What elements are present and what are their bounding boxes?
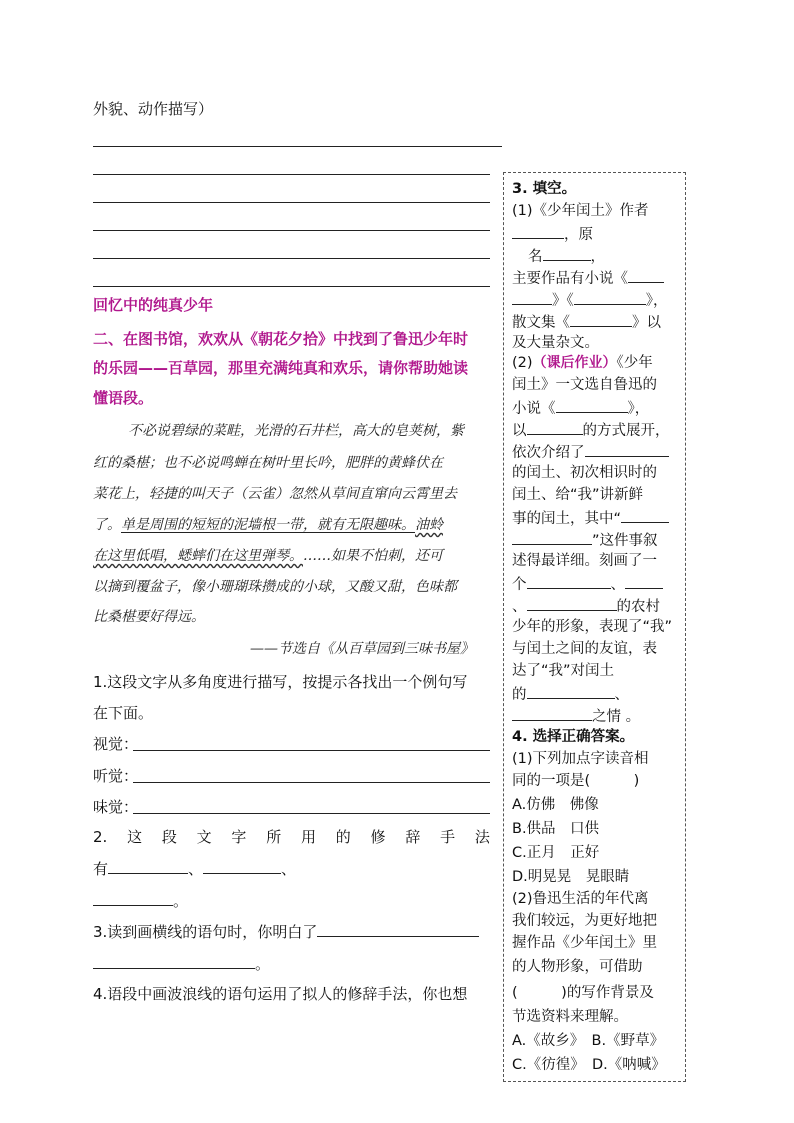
- q2-char: 字: [231, 828, 247, 846]
- s3-2-line-w: [512, 704, 640, 728]
- s3-text: 个: [512, 577, 527, 593]
- task-line-2: 的乐园——百草园，那里充满纯真和欢乐，请你帮助她读: [93, 359, 469, 377]
- q3-blank-2[interactable]: [93, 952, 255, 969]
- method-blank[interactable]: [527, 418, 583, 435]
- q3-text: 3.读到画横线的语句时，你明白了: [93, 923, 318, 941]
- wavy-sentence-part1: 油蛉: [415, 517, 443, 533]
- q2-text: 有: [93, 860, 109, 878]
- underlined-sentence: 单是周围的短短的泥墙根一带，就有无限趣味。: [121, 517, 415, 533]
- s3-text: 、: [610, 577, 625, 593]
- s3-text: 》《: [552, 293, 574, 309]
- s4-1-line-a: (1)下列加点字读音相: [512, 751, 649, 767]
- answer-line-3[interactable]: [93, 202, 490, 203]
- q2-blank-2[interactable]: [203, 857, 281, 874]
- s3-2-line-c: 闰土》一文选自鲁迅的: [512, 377, 657, 393]
- q2-line-1: [93, 826, 490, 848]
- q1-taste-label: 味觉：: [93, 798, 139, 816]
- s4-1-option-d[interactable]: D.明晃晃 晃眼睛: [512, 869, 630, 885]
- novel-blank-1b[interactable]: [512, 288, 552, 305]
- s3-text: 的农村: [616, 599, 660, 615]
- passage-line-3: 菜花上，轻捷的叫天子（云雀）忽然从草间直窜向云霄里去: [93, 486, 457, 502]
- q1-visual-answer[interactable]: [133, 750, 490, 751]
- q2-blank-3[interactable]: [93, 889, 173, 906]
- passage-text: ……如果不怕刺，还可: [303, 548, 443, 564]
- answer-line-6[interactable]: [93, 286, 490, 287]
- s4-1-option-b[interactable]: B.供品 口供: [512, 821, 600, 837]
- passage-line-1: 不必说碧绿的菜畦，光滑的石井栏，高大的皂荚树，紫: [128, 423, 464, 439]
- trait-blank-3[interactable]: [527, 594, 617, 611]
- s3-2-line-h: [512, 440, 669, 464]
- passage-line-7: 比桑椹要好得远。: [93, 609, 205, 625]
- s3-2-line-t: 达了“我”对闰土: [512, 663, 615, 679]
- s4-2-options-ab[interactable]: A.《故乡》 B.《野草》: [512, 1033, 665, 1049]
- q2-line-3: [93, 889, 188, 912]
- s3-2-line-r: 少年的形象，表现了“我”: [512, 619, 673, 635]
- homework-tag: （课后作业）: [532, 355, 617, 371]
- passage-source: ——节选自《从百草园到三味书屋》: [250, 641, 474, 657]
- s3-1-line-b: [512, 222, 593, 246]
- s3-2-line-l: [512, 528, 658, 552]
- s3-2-line-k: [512, 506, 669, 530]
- s3-2-line-d: [512, 396, 649, 420]
- s3-text: ，原: [564, 227, 593, 243]
- q2-char: 文: [196, 828, 212, 846]
- s3-2-line-m: 述得最详细。刻画了一: [512, 553, 657, 569]
- s3-2-line-f: [512, 418, 670, 442]
- passage-text: 了。: [93, 517, 121, 533]
- answer-line-4[interactable]: [93, 230, 490, 231]
- author-blank[interactable]: [512, 222, 564, 239]
- s3-text: 》，: [627, 401, 650, 417]
- s3-text: 》，: [645, 293, 668, 309]
- s3-text: ”这件事叙: [592, 533, 658, 549]
- q2-char: 修: [370, 828, 386, 846]
- s3-text: 之情 。: [592, 709, 641, 725]
- s3-1-line-j: 及大量杂文。: [512, 335, 599, 351]
- q2-char: 这: [127, 828, 143, 846]
- s3-title: 3. 填空。: [512, 181, 577, 197]
- q3-line-2: [93, 952, 270, 975]
- passage-line-2: 红的桑椹；也不必说鸣蝉在树叶里长吟，肥胖的黄蜂伏在: [93, 455, 443, 471]
- s3-1-line-c: [528, 244, 605, 268]
- s3-text: 事的闰土，其中“: [512, 511, 622, 527]
- q2-char: 辞: [405, 828, 421, 846]
- s3-1-line-h: [512, 310, 661, 334]
- q2-sep: 、: [281, 860, 297, 878]
- trait-blank-2[interactable]: [625, 572, 663, 589]
- novel-blank-1a[interactable]: [628, 266, 664, 283]
- q3-blank-1[interactable]: [317, 920, 479, 937]
- q2-char: 的: [335, 828, 351, 846]
- s3-text: 以: [512, 423, 527, 439]
- s3-text: 》以: [632, 315, 661, 331]
- q2-char: 所: [266, 828, 282, 846]
- s3-text: 的方式展开，: [582, 423, 670, 439]
- s3-text: 的: [512, 687, 527, 703]
- task-line-1: 二、在图书馆，欢欢从《朝花夕拾》中找到了鲁迅少年时: [93, 330, 469, 348]
- event-blank-b[interactable]: [512, 528, 592, 545]
- feeling-blank-2[interactable]: [512, 704, 592, 721]
- trait-blank-1[interactable]: [527, 572, 611, 589]
- s3-1-line-a: (1)《少年闰土》作者: [512, 203, 649, 219]
- s3-2-line-a: [512, 352, 653, 374]
- q2-char: 法: [474, 828, 490, 846]
- q1-hearing-answer[interactable]: [133, 782, 490, 783]
- s3-text: 、: [614, 687, 629, 703]
- event-blank-a[interactable]: [621, 506, 669, 523]
- s4-2-line-f: 节选资料来理解。: [512, 1009, 628, 1025]
- s3-text: 依次介绍了: [512, 445, 585, 461]
- s4-1-option-a[interactable]: A.仿佛 佛像: [512, 797, 599, 813]
- task-line-3: 懂语段。: [93, 389, 154, 407]
- passage-line-4: [93, 514, 443, 536]
- s4-1-option-c[interactable]: C.正月 正好: [512, 845, 600, 861]
- s4-2-line-e: ( )的写作背景及: [512, 985, 654, 1001]
- q1-hearing-label: 听觉：: [93, 767, 139, 785]
- section-title: 回忆中的纯真少年: [93, 296, 214, 314]
- s4-2-line-d: 的人物形象，可借助: [512, 959, 643, 975]
- q1-line-1: 1.这段文字从多角度进行描写，按提示各找出一个例句写: [93, 673, 468, 691]
- s3-text: 、: [512, 599, 527, 615]
- intro-blank[interactable]: [585, 440, 669, 457]
- q2-char: 手: [440, 828, 456, 846]
- s3-text: 《少年: [616, 355, 653, 371]
- s4-2-line-b: 我们较远，为更好地把: [512, 913, 657, 929]
- q2-line-2: [93, 857, 296, 880]
- answer-line-5[interactable]: [93, 258, 490, 259]
- s4-2-line-c: 握作品《少年闰土》里: [512, 935, 657, 951]
- s3-2-line-s: 与闰土之间的友谊，表: [512, 641, 657, 657]
- novel-blank-2[interactable]: [574, 288, 646, 305]
- s3-2-line-p: [512, 594, 660, 618]
- s3-2-line-u: [512, 682, 629, 706]
- wavy-sentence-part2: 在这里低唱，蟋蟀们在这里弹琴。: [93, 548, 303, 564]
- q2-char: 2.: [93, 828, 108, 846]
- s3-2-line-i: 的闰土、初次相识时的: [512, 465, 657, 481]
- real-name-blank[interactable]: [543, 244, 591, 261]
- answer-line-2[interactable]: [93, 174, 490, 175]
- q1-line-2: 在下面。: [93, 704, 154, 722]
- q2-char: 段: [161, 828, 177, 846]
- s4-2-line-a: (2)鲁迅生活的年代离: [512, 891, 649, 907]
- q3-line-1: [93, 920, 479, 943]
- q2-end: 。: [173, 892, 189, 910]
- top-text: 外貌、动作描写）: [93, 100, 214, 118]
- feeling-blank-1[interactable]: [527, 682, 615, 699]
- q3-end: 。: [255, 955, 271, 973]
- s4-title: 4. 选择正确答案。: [512, 729, 635, 745]
- q4-line-1: 4.语段中画波浪线的语句运用了拟人的修辞手法，你也想: [93, 985, 468, 1003]
- essay-blank[interactable]: [570, 310, 632, 327]
- s3-text: 小说《: [512, 401, 556, 417]
- s4-2-options-cd[interactable]: C.《彷徨》 D.《呐喊》: [512, 1057, 666, 1073]
- answer-line-1[interactable]: [93, 146, 502, 147]
- s3-text: 名: [528, 249, 543, 265]
- passage-line-5: [93, 545, 443, 567]
- s3-2-line-n: [512, 572, 663, 596]
- s3-text: (2): [512, 355, 533, 371]
- s3-text: 散文集《: [512, 315, 570, 331]
- passage-line-6: 以摘到覆盆子，像小珊瑚珠攒成的小球，又酸又甜，色味都: [93, 579, 457, 595]
- s3-1-line-f: [512, 288, 668, 312]
- q2-sep: 、: [188, 860, 204, 878]
- s3-1-line-e: [512, 266, 664, 290]
- q2-char: 用: [300, 828, 316, 846]
- s4-1-line-b: 同的一项是( ): [512, 773, 640, 789]
- s3-2-line-j: 闰土、给“我”讲新鲜: [512, 487, 644, 503]
- q1-visual-label: 视觉：: [93, 735, 139, 753]
- q1-taste-answer[interactable]: [133, 813, 490, 814]
- q2-blank-1[interactable]: [108, 857, 188, 874]
- s3-text: 主要作品有小说《: [512, 271, 628, 287]
- s3-text: ，: [590, 249, 605, 265]
- collection-blank[interactable]: [556, 396, 628, 413]
